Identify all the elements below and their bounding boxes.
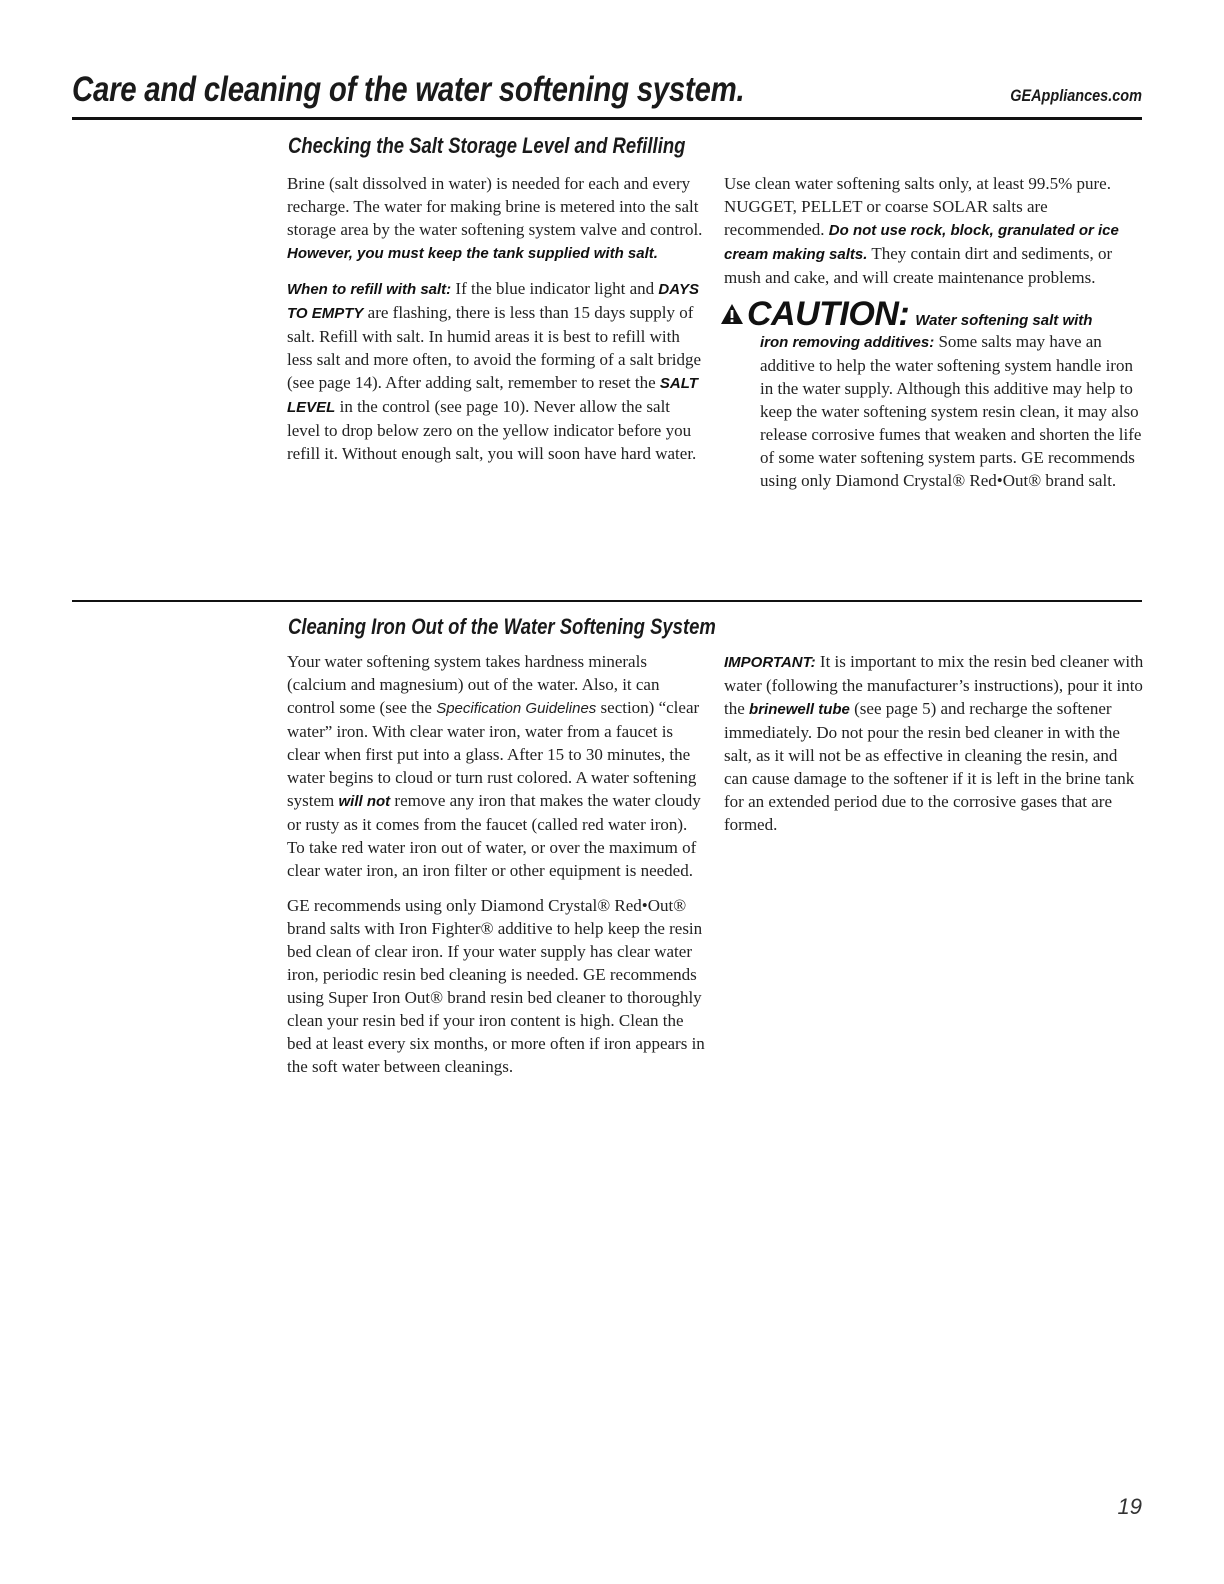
brine-paragraph: Brine (salt dissolved in water) is needed for each and every recharge. The water for making brine is metered into the salt storage area by the water softening system valve and control. However, you must keep the tank supplied with salt. xyxy=(287,174,703,262)
caution-body: iron removing additives: Some salts may have an additive to help the water softening system handle iron in the water supply. Although this additive may help to keep the water softening system resin clean, it may also release corrosive fumes that weaken and shorten the life of some water softening system parts. GE recommends using only Diamond Crystal® Red•Out® brand salt. xyxy=(760,332,1142,490)
iron-left-column xyxy=(287,650,707,1090)
caution-lead: Water softening salt with xyxy=(915,312,1093,329)
refill-paragraph: When to refill with salt: If the blue indicator light and DAYS TO EMPTY are flashing, there is less than 15 days supply of salt. Refill with salt. In humid areas it is best to refill with less salt and more often, to avoid the forming of a salt bridge (see page 14). After adding salt, remember to reset the SALT LEVEL in the control (see page 10). Never allow the salt level to drop below zero on the yellow indicator before you refill it. Without enough salt, you will soon have hard water. xyxy=(287,279,702,463)
section-divider xyxy=(72,600,1142,602)
warning-triangle-icon xyxy=(720,303,744,325)
caution-word: CAUTION: xyxy=(747,295,910,333)
iron-paragraph-2: GE recommends using only Diamond Crystal® Red•Out® brand salts with Iron Fighter® additive to help keep the resin bed clean of clear iron. If your water supply has clear water iron, periodic resin bed cleaning is needed. GE recommends using Super Iron Out® brand resin bed cleaner to thoroughly clean your resin bed if your iron content is high. Clean the bed at least every six months, or more often if iron appears in the soft water between cleanings. xyxy=(287,896,705,1076)
salt-type-paragraph: Use clean water softening salts only, at least 99.5% pure. NUGGET, PELLET or coarse SOLAR salts are recommended. Do not use rock, block, granulated or ice cream making salts. They contain dirt and sediments, or mush and cake, and will create maintenance problems. xyxy=(724,174,1119,287)
salt-right-column xyxy=(724,172,1144,492)
important-paragraph: IMPORTANT: It is important to mix the resin bed cleaner with water (following the manufacturer’s instructions), pour it into the brinewell tube (see page 5) and recharge the softener immediately. Do not pour the resin bed cleaner in with the salt, as it will not be as effective in cleaning the resin, and can cause damage to the softener if it is left in the brine tank for an extended period due to the corrosive gases that are formed. xyxy=(724,652,1144,834)
iron-paragraph-1: Your water softening system takes hardness minerals (calcium and magnesium) out of the water. Also, it can control some (see the Specification Guidelines section) “clear water” iron. With clear water iron, water from a faucet is clear when first put into a glass. After 15 to 30 minutes, the water begins to cloud or turn rust colored. A water softening system will not remove any iron that makes the water cloudy or rusty as it comes from the faucet (called red water iron). To take red water iron out of water, or over the maximum of clear water iron, an iron filter or other equipment is needed. xyxy=(287,652,701,880)
page-title: Care and cleaning of the water softening system. xyxy=(72,70,745,109)
header-rule xyxy=(72,117,1142,120)
section-title-salt: Checking the Salt Storage Level and Refilling xyxy=(288,133,686,158)
salt-left-column xyxy=(287,172,707,477)
caution-heading xyxy=(720,295,1144,333)
page-number: 19 xyxy=(1117,1494,1142,1519)
section-title-iron: Cleaning Iron Out of the Water Softening System xyxy=(288,614,716,639)
iron-right-column xyxy=(724,650,1144,848)
site-link[interactable]: GEAppliances.com xyxy=(1010,86,1142,105)
